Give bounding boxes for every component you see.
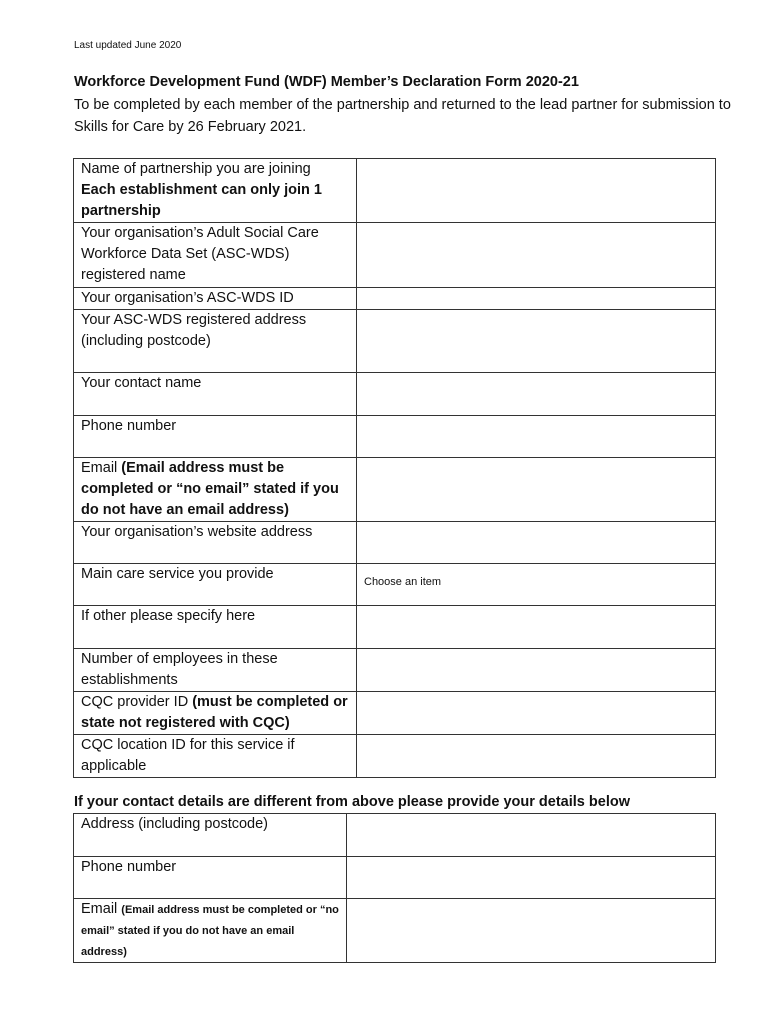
website-field[interactable] [357,522,716,564]
ascwds-id-field[interactable] [357,288,716,310]
partnership-field[interactable] [357,159,716,223]
row-main-service [74,564,716,606]
other-label: If other please specify here [74,606,357,649]
contact-email-label-cell [74,899,347,963]
address-field[interactable] [357,310,716,373]
email-label-cell [74,458,357,522]
row-other [74,606,716,649]
row-cqc-location [74,735,716,778]
form-title: Workforce Development Fund (WDF) Member’s Declaration Form 2020-21 [74,74,579,90]
website-label: Your organisation’s website address [74,522,357,564]
form-intro: To be completed by each member of the partnership and returned to the lead partner for submission to Skills for Care by 26 February 2021. [74,97,731,135]
main-service-field[interactable] [357,564,716,606]
partnership-note: Each establishment can only join 1 partnership [81,182,322,219]
contact-email-note: (Email address must be completed or “no email” stated if you do not have an email address) [81,904,339,958]
contact-address-field[interactable] [347,814,716,857]
row-cqc-provider [74,692,716,735]
registered-name-field[interactable] [357,223,716,288]
main-service-label: Main care service you provide [74,564,357,606]
cqc-location-label: CQC location ID for this service if applicable [74,735,357,778]
row-contact-phone [74,857,716,899]
row-registered-name [74,223,716,288]
contact-email-field[interactable] [347,899,716,963]
contact-section-heading: If your contact details are different from above please provide your details below [74,794,630,810]
member-details-table [73,158,716,778]
cqc-provider-label-cell [74,692,357,735]
row-phone [74,416,716,458]
contact-email-label: Email [81,901,118,917]
contact-address-label: Address (including postcode) [74,814,347,857]
row-partnership [74,159,716,223]
cqc-location-field[interactable] [357,735,716,778]
row-address [74,310,716,373]
phone-label: Phone number [74,416,357,458]
email-field[interactable] [357,458,716,522]
contact-phone-label: Phone number [74,857,347,899]
registered-name-label: Your organisation’s Adult Social Care Workforce Data Set (ASC-WDS) registered name [74,223,357,288]
row-employees [74,649,716,692]
address-label: Your ASC-WDS registered address (including postcode) [74,310,357,373]
contact-name-field[interactable] [357,373,716,416]
contact-name-label: Your contact name [74,373,357,416]
row-website [74,522,716,564]
cqc-provider-label: CQC provider ID [81,694,189,710]
contact-details-table [73,813,716,963]
partnership-label: Name of partnership you are joining [81,161,311,177]
cqc-provider-field[interactable] [357,692,716,735]
cqc-provider-note: (must be completed or state not registered with CQC) [81,694,348,731]
employees-field[interactable] [357,649,716,692]
ascwds-id-label: Your organisation’s ASC-WDS ID [74,288,357,310]
row-ascwds-id [74,288,716,310]
row-email [74,458,716,522]
email-note: (Email address must be completed or “no email” stated if you do not have an email address) [81,460,339,518]
row-contact-address [74,814,716,857]
email-label: Email [81,460,118,476]
other-field[interactable] [357,606,716,649]
employees-label: Number of employees in these establishments [74,649,357,692]
row-contact-name [74,373,716,416]
contact-phone-field[interactable] [347,857,716,899]
row-contact-email [74,899,716,963]
partnership-label-cell [74,159,357,223]
last-updated: Last updated June 2020 [74,40,182,51]
main-service-dropdown[interactable]: Choose an item [364,576,442,588]
phone-field[interactable] [357,416,716,458]
